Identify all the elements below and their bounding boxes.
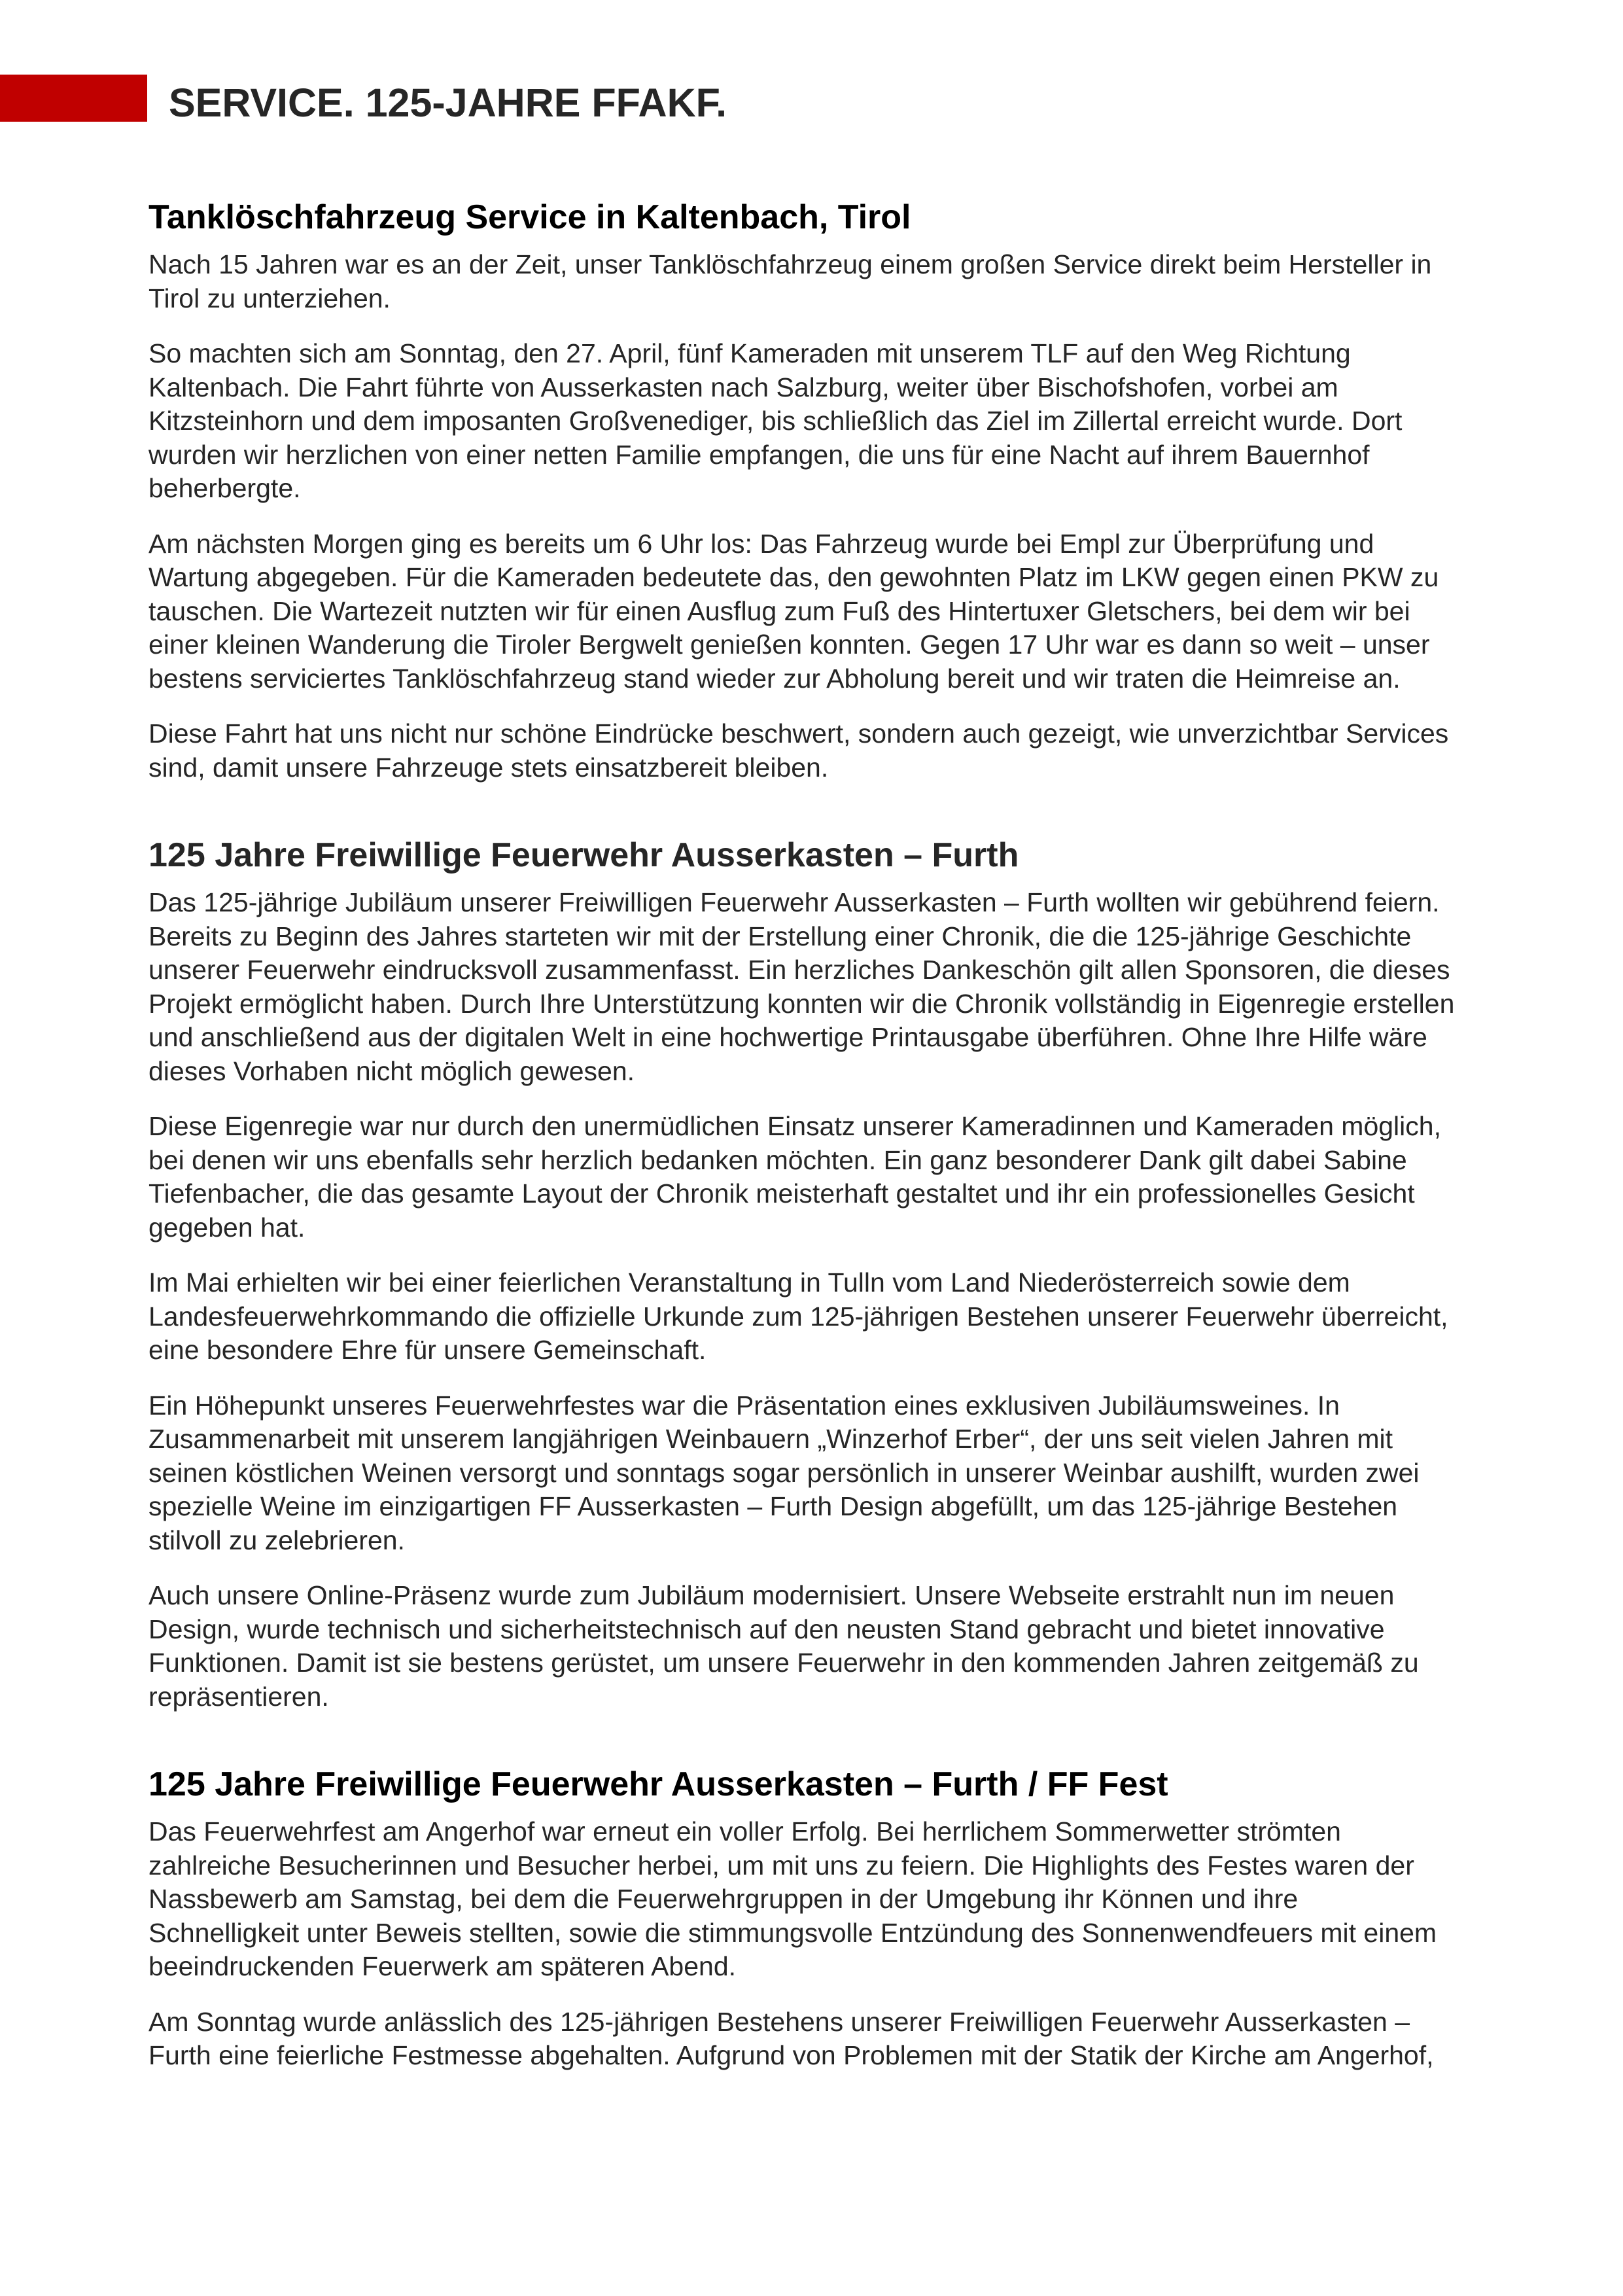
text-line: Im Mai erhielten wir bei einer feierlichen Veranstaltung in Tulln vom Land Niederösterreich sowie dem: [148, 1267, 1350, 1298]
text-line: Auch unsere Online-Präsenz wurde zum Jubiläum modernisiert. Unsere Webseite erstrahlt nun im neuen: [148, 1580, 1395, 1610]
text-line: Nassbewerb am Samstag, bei dem die Feuerwehrgruppen in der Umgebung ihr Können und ihre: [148, 1884, 1299, 1914]
paragraph: [148, 1579, 1496, 1714]
text-line: beherbergte.: [148, 473, 301, 503]
text-line: wurden wir herzlichen von einer netten Familie empfangen, die uns für eine Nacht auf ihrem Bauernhof: [148, 439, 1370, 470]
section-heading: 125 Jahre Freiwillige Feuerwehr Ausserkasten – Furth: [148, 836, 1019, 874]
text-line: spezielle Weine im einzigartigen FF Ausserkasten – Furth Design abgefüllt, um das 125-jährige Bestehen: [148, 1491, 1398, 1521]
paragraph: [148, 1110, 1496, 1245]
text-line: Kaltenbach. Die Fahrt führte von Ausserkasten nach Salzburg, weiter über Bischofshofen, vorbei am: [148, 372, 1338, 402]
text-line: bestens serviciertes Tanklöschfahrzeug stand wieder zur Abholung bereit und wir traten die Heimreise an.: [148, 663, 1401, 694]
text-line: Am nächsten Morgen ging es bereits um 6 Uhr los: Das Fahrzeug wurde bei Empl zur Überprüfung und: [148, 528, 1374, 559]
text-line: Am Sonntag wurde anlässlich des 125-jährigen Bestehens unserer Freiwilligen Feuerwehr Ausserkasten –: [148, 2006, 1410, 2037]
text-line: Ein Höhepunkt unseres Feuerwehrfestes war die Präsentation eines exklusiven Jubiläumsweines. In: [148, 1390, 1340, 1421]
text-line: dieses Vorhaben nicht möglich gewesen.: [148, 1055, 635, 1086]
text-line: Funktionen. Damit ist sie bestens gerüstet, um unsere Feuerwehr in den kommenden Jahren zeitgemäß zu: [148, 1648, 1419, 1678]
paragraph: [148, 1815, 1496, 1984]
text-line: gegeben hat.: [148, 1212, 305, 1243]
section-125-jahre: [148, 836, 1496, 1714]
paragraph: [148, 2005, 1496, 2073]
text-line: Wartung abgegeben. Für die Kameraden bedeutete das, den gewohnten Platz im LKW gegen einen PKW zu: [148, 562, 1439, 592]
text-line: eine besondere Ehre für unsere Gemeinschaft.: [148, 1335, 707, 1365]
section-tlf-service: [148, 198, 1496, 785]
text-line: Zusammenarbeit mit unserem langjährigen Weinbauern „Winzerhof Erber“, der uns seit vielen Jahren mit: [148, 1424, 1393, 1454]
text-line: Diese Eigenregie war nur durch den unermüdlichen Einsatz unserer Kameradinnen und Kameraden möglich,: [148, 1111, 1441, 1141]
text-line: bei denen wir uns ebenfalls sehr herzlich bedanken möchten. Ein ganz besonderer Dank gilt dabei Sabine: [148, 1144, 1407, 1175]
paragraph: [148, 1266, 1496, 1368]
text-line: Furth eine feierliche Festmesse abgehalten. Aufgrund von Problemen mit der Statik der Kirche am Angerhof,: [148, 2040, 1434, 2070]
text-line: sind, damit unsere Fahrzeuge stets einsatzbereit bleiben.: [148, 752, 829, 783]
page-title: SERVICE. 125-JAHRE FFAKF.: [169, 80, 727, 125]
paragraph: [148, 1389, 1496, 1558]
text-line: seinen köstlichen Weinen versorgt und sonntags sogar persönlich in unserer Weinbar aushilft, wurden zwei: [148, 1457, 1420, 1488]
text-line: Bereits zu Beginn des Jahres starteten wir mit der Erstellung einer Chronik, die die 125-jährige Geschichte: [148, 921, 1412, 951]
text-line: tauschen. Die Wartezeit nutzten wir für einen Ausflug zum Fuß des Hintertuxer Gletschers, bei dem wir bei: [148, 595, 1410, 626]
text-line: Landesfeuerwehrkommando die offizielle Urkunde zum 125-jährigen Bestehen unserer Feuerwehr überreicht,: [148, 1301, 1448, 1332]
text-line: Kitzsteinhorn und dem imposanten Großvenediger, bis schließlich das Ziel im Zillertal erreicht wurde. Dort: [148, 406, 1403, 436]
text-line: Tirol zu unterziehen.: [148, 283, 391, 313]
text-line: unserer Feuerwehr eindrucksvoll zusammenfasst. Ein herzliches Dankeschön gilt allen Sponsoren, die dieses: [148, 955, 1450, 985]
text-line: Das 125-jährige Jubiläum unserer Freiwilligen Feuerwehr Ausserkasten – Furth wollten wir gebührend feiern.: [148, 887, 1440, 917]
paragraph: [148, 337, 1496, 506]
section-heading: Tanklöschfahrzeug Service in Kaltenbach, Tirol: [148, 198, 911, 236]
text-line: repräsentieren.: [148, 1681, 329, 1712]
paragraph: [148, 717, 1496, 785]
text-line: Schnelligkeit unter Beweis stellten, sowie die stimmungsvolle Entzündung des Sonnenwendfeuers mit einem: [148, 1917, 1437, 1948]
text-line: stilvoll zu zelebrieren.: [148, 1525, 405, 1555]
paragraph: [148, 248, 1496, 315]
text-line: Tiefenbacher, die das gesamte Layout der Chronik meisterhaft gestaltet und ihr ein professionelles Gesicht: [148, 1178, 1415, 1209]
text-line: beeindruckenden Feuerwerk am späteren Abend.: [148, 1951, 737, 1981]
text-line: einer kleinen Wanderung die Tiroler Bergwelt genießen konnten. Gegen 17 Uhr war es dann so weit – unser: [148, 629, 1430, 660]
text-line: Design, wurde technisch und sicherheitstechnisch auf den neusten Stand gebracht und bietet innovative: [148, 1614, 1385, 1644]
section-heading: 125 Jahre Freiwillige Feuerwehr Ausserkasten – Furth / FF Fest: [148, 1765, 1168, 1803]
document-body: [148, 198, 1496, 2124]
text-line: zahlreiche Besucherinnen und Besucher herbei, um mit uns zu feiern. Die Highlights des Festes waren der: [148, 1850, 1414, 1881]
text-line: und anschließend aus der digitalen Welt in eine hochwertige Printausgabe überführen. Ohne Ihre Hilfe wäre: [148, 1022, 1427, 1052]
section-ff-fest: [148, 1765, 1496, 2073]
paragraph: [148, 886, 1496, 1088]
text-line: So machten sich am Sonntag, den 27. April, fünf Kameraden mit unserem TLF auf den Weg Richtung: [148, 338, 1351, 368]
header-accent-bar: [0, 75, 147, 122]
text-line: Nach 15 Jahren war es an der Zeit, unser Tanklöschfahrzeug einem großen Service direkt beim Hersteller in: [148, 249, 1432, 279]
paragraph: [148, 527, 1496, 696]
text-line: Das Feuerwehrfest am Angerhof war erneut ein voller Erfolg. Bei herrlichem Sommerwetter strömten: [148, 1816, 1341, 1846]
text-line: Projekt ermöglicht haben. Durch Ihre Unterstützung konnten wir die Chronik vollständig in Eigenregie erstellen: [148, 988, 1455, 1019]
text-line: Diese Fahrt hat uns nicht nur schöne Eindrücke beschwert, sondern auch gezeigt, wie unverzichtbar Services: [148, 718, 1449, 749]
